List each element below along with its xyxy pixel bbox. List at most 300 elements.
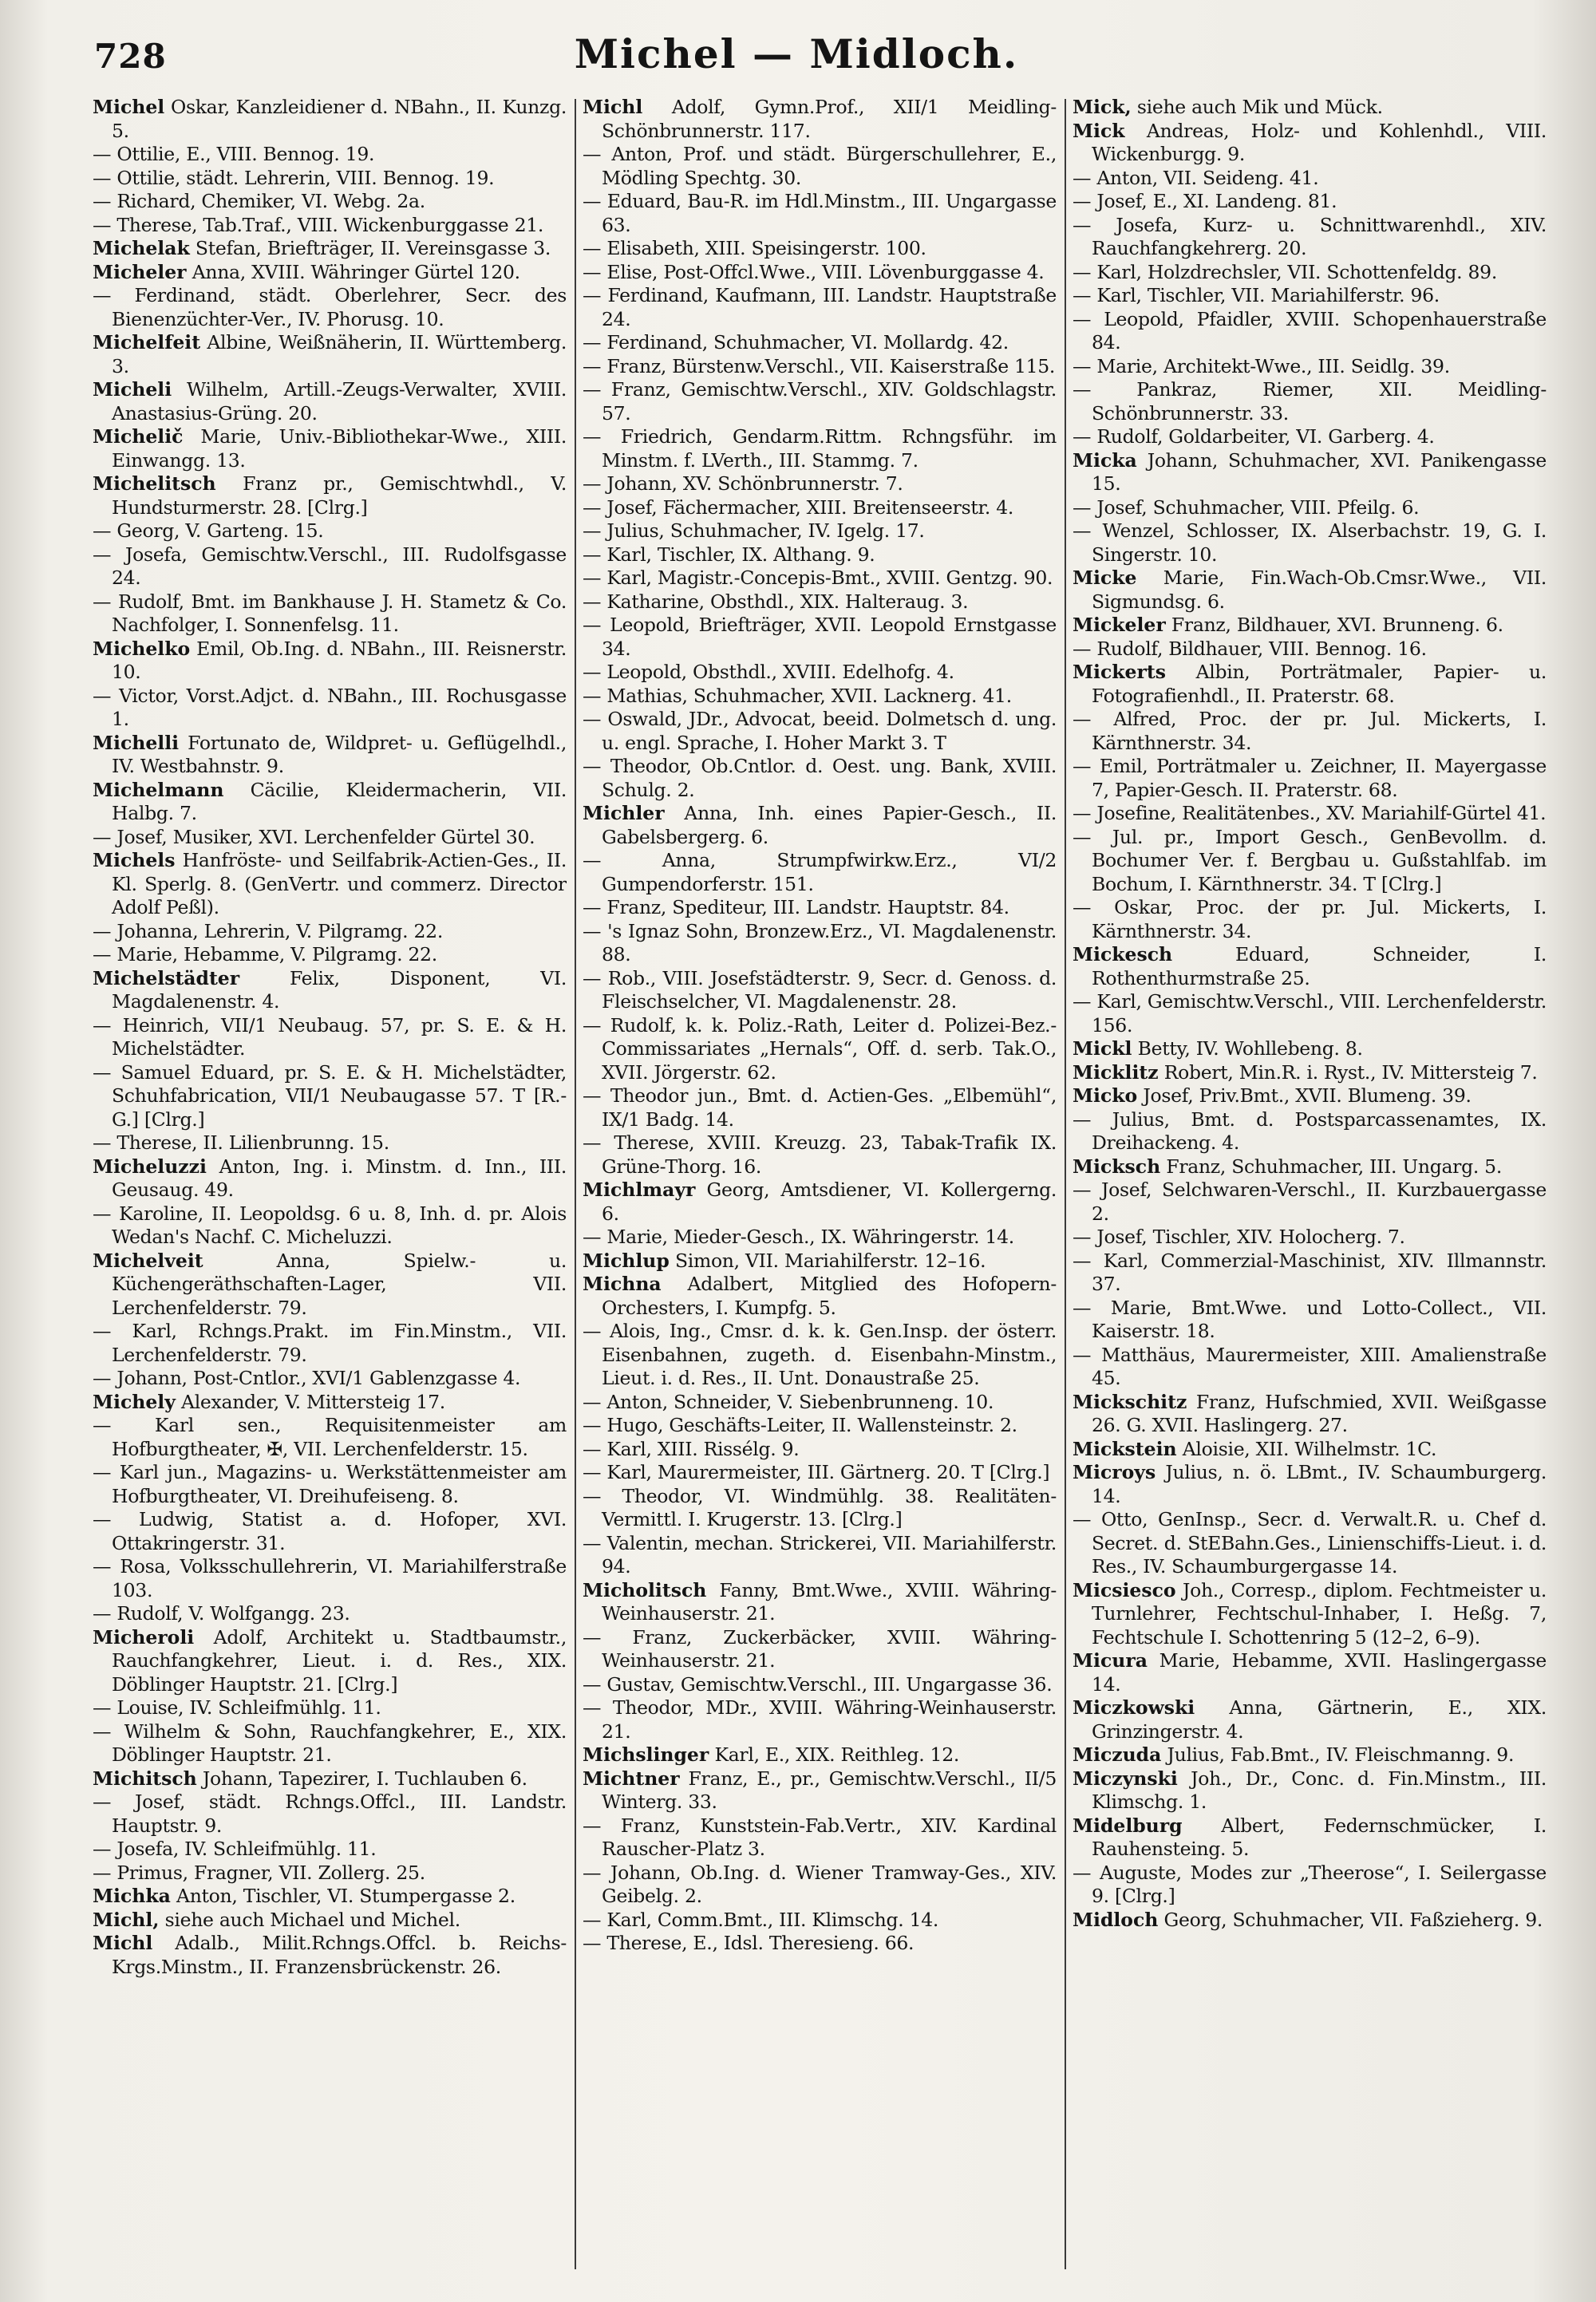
directory-entry bbox=[583, 1579, 1057, 1626]
entry-surname: Micholitsch bbox=[583, 1578, 707, 1601]
column-rule bbox=[575, 99, 576, 2269]
entry-surname: Micksch bbox=[1073, 1155, 1161, 1178]
entry-text: Anna, Spielw.- u. Küchengeräthschaften-Lager, VII. Lerchenfelderstr. 79. bbox=[112, 1249, 567, 1319]
entry-text: — Leopold, Pfaidler, XVIII. Schopenhauerstraße 84. bbox=[1073, 307, 1547, 353]
entry-text: — Ottilie, E., VIII. Bennog. 19. bbox=[93, 143, 375, 165]
entry-text: Anton, Tischler, VI. Stumpergasse 2. bbox=[170, 1885, 516, 1907]
directory-entry bbox=[583, 1696, 1057, 1743]
directory-entry bbox=[93, 96, 567, 143]
entry-text: siehe auch Mik und Mück. bbox=[1131, 96, 1383, 118]
entry-surname: Micheler bbox=[93, 260, 187, 283]
entry-surname: Microys bbox=[1073, 1461, 1156, 1483]
directory-entry bbox=[1073, 308, 1547, 355]
directory-entry bbox=[583, 1273, 1057, 1320]
directory-entry bbox=[1073, 614, 1547, 638]
entry-text: Johann, Schuhmacher, XVI. Panikengasse 15. bbox=[1092, 448, 1547, 495]
entry-text: — Eduard, Bau-R. im Hdl.Minstm., III. Ungargasse 63. bbox=[583, 190, 1057, 236]
directory-entry bbox=[583, 920, 1057, 967]
directory-entry bbox=[93, 826, 567, 850]
entry-text: — Hugo, Geschäfts-Leiter, II. Wallensteinstr. 2. bbox=[583, 1414, 1017, 1436]
entry-text: — Rudolf, V. Wolfgangg. 23. bbox=[93, 1602, 350, 1625]
directory-entry bbox=[583, 1320, 1057, 1391]
directory-entry bbox=[583, 237, 1057, 261]
directory-entry bbox=[93, 331, 567, 378]
directory-entry bbox=[93, 1250, 567, 1321]
entry-text: — Marie, Bmt.Wwe. und Lotto-Collect., VII. Kaiserstr. 18. bbox=[1073, 1296, 1547, 1342]
entry-text: — Rob., VIII. Josefstädterstr. 9, Secr. d. Genoss. d. Fleischselcher, VI. Magdalenenstr. 28. bbox=[583, 966, 1057, 1013]
entry-text: — Josef, Tischler, XIV. Holocherg. 7. bbox=[1073, 1226, 1405, 1248]
entry-text: Anna, Gärtnerin, E., XIX. Grinzingerstr. 4. bbox=[1092, 1696, 1547, 1743]
entry-surname: Michitsch bbox=[93, 1767, 197, 1790]
directory-entry bbox=[583, 1862, 1057, 1909]
entry-text: Adolf, Architekt u. Stadtbaumstr., Rauchfangkehrer, Lieut. i. d. Res., XIX. Döblinger Hauptstr. 21. [Clrg.] bbox=[112, 1625, 567, 1696]
entry-surname: Mick bbox=[1073, 119, 1125, 142]
entry-text: — Theodor, VI. Windmühlg. 38. Realitäten-Vermittl. I. Krugerstr. 13. [Clrg.] bbox=[583, 1484, 1057, 1530]
entry-text: — Rosa, Volksschullehrerin, VI. Mariahilferstraße 103. bbox=[93, 1555, 567, 1601]
directory-entry bbox=[1073, 120, 1547, 167]
entry-text: Anna, XVIII. Währinger Gürtel 120. bbox=[186, 260, 520, 283]
entry-text: Marie, Univ.-Bibliothekar-Wwe., XIII. Einwangg. 13. bbox=[112, 425, 567, 472]
entry-text: — Karl, Gemischtw.Verschl., VIII. Lerchenfelderstr. 156. bbox=[1073, 990, 1547, 1036]
directory-entry bbox=[1073, 1438, 1547, 1462]
entry-text: — Ferdinand, Kaufmann, III. Landstr. Hauptstraße 24. bbox=[583, 284, 1057, 330]
directory-entry bbox=[1073, 449, 1547, 496]
entry-text: — Johanna, Lehrerin, V. Pilgramg. 22. bbox=[93, 919, 443, 942]
entry-text: Julius, Fab.Bmt., IV. Fleischmanng. 9. bbox=[1161, 1743, 1515, 1766]
directory-entry bbox=[93, 1838, 567, 1862]
entry-text: — Julius, Schuhmacher, IV. Igelg. 17. bbox=[583, 519, 925, 542]
directory-entry bbox=[93, 1791, 567, 1838]
entry-text: — Anton, Schneider, V. Siebenbrunneng. 10. bbox=[583, 1390, 994, 1413]
directory-entry bbox=[1073, 1179, 1547, 1226]
directory-entry bbox=[1073, 1037, 1547, 1061]
directory-entry bbox=[583, 519, 1057, 543]
directory-entry bbox=[1073, 567, 1547, 614]
entry-surname: Miczynski bbox=[1073, 1767, 1178, 1790]
entry-surname: Michelko bbox=[93, 637, 191, 660]
entry-text: — Josef, städt. Rchngs.Offcl., III. Landstr. Hauptstr. 9. bbox=[93, 1791, 567, 1837]
directory-entry bbox=[1073, 943, 1547, 990]
directory-entry bbox=[93, 284, 567, 331]
directory-entry bbox=[93, 167, 567, 191]
entry-text: — Josef, E., XI. Landeng. 81. bbox=[1073, 190, 1337, 212]
entry-text: Fortunato de, Wildpret- u. Geflügelhdl., IV. Westbahnstr. 9. bbox=[112, 731, 567, 777]
directory-entry bbox=[1073, 1250, 1547, 1297]
directory-entry bbox=[1073, 284, 1547, 308]
directory-entry bbox=[1073, 1226, 1547, 1250]
entry-text: — Rudolf, Bmt. im Bankhause J. H. Stametz & Co. Nachfolger, I. Sonnenfelsg. 11. bbox=[93, 590, 567, 636]
directory-entry bbox=[1073, 1061, 1547, 1085]
entry-surname: Micklitz bbox=[1073, 1060, 1159, 1084]
directory-entry bbox=[583, 1743, 1057, 1767]
entry-surname: Micura bbox=[1073, 1649, 1148, 1672]
entry-text: Franz, Bildhauer, XVI. Brunneng. 6. bbox=[1165, 614, 1503, 636]
directory-entry bbox=[93, 261, 567, 285]
entry-text: Simon, VII. Mariahilferstr. 12–16. bbox=[669, 1249, 986, 1272]
directory-entry bbox=[93, 214, 567, 238]
entry-text: — Samuel Eduard, pr. S. E. & H. Michelstädter, Schuhfabrication, VII/1 Neubaugasse 57. T [R.-G.] [Clrg.] bbox=[93, 1060, 567, 1131]
directory-entry bbox=[583, 1814, 1057, 1862]
directory-entry bbox=[583, 1179, 1057, 1226]
directory-entry bbox=[583, 190, 1057, 237]
entry-surname: Michlup bbox=[583, 1249, 670, 1272]
directory-entry bbox=[93, 1626, 567, 1697]
entry-text: Julius, n. ö. LBmt., IV. Schaumburgerg. 14. bbox=[1092, 1461, 1547, 1507]
entry-text: Georg, Schuhmacher, VII. Faßzieherg. 9. bbox=[1158, 1908, 1543, 1931]
directory-entry bbox=[93, 237, 567, 261]
entry-text: — Gustav, Gemischtw.Verschl., III. Ungargasse 36. bbox=[583, 1672, 1053, 1696]
entry-surname: Michelič bbox=[93, 425, 184, 448]
directory-entry bbox=[583, 1131, 1057, 1179]
directory-entry bbox=[93, 1508, 567, 1555]
entry-text: Johann, Tapezirer, I. Tuchlauben 6. bbox=[196, 1767, 527, 1790]
directory-entry bbox=[583, 543, 1057, 567]
entry-surname: Micheluzzi bbox=[93, 1155, 207, 1178]
entry-text: — Karl jun., Magazins- u. Werkstättenmeister am Hofburgtheater, VI. Dreihufeiseng. 8. bbox=[93, 1461, 567, 1507]
entry-text: — Heinrich, VII/1 Neubaug. 57, pr. S. E. & H. Michelstädter. bbox=[93, 1013, 567, 1060]
entry-text: — Johann, Post-Cntlor., XVI/1 Gablenzgasse 4. bbox=[93, 1367, 521, 1389]
entry-text: — Friedrich, Gendarm.Rittm. Rchngsführ. im Minstm. f. LVerth., III. Stammg. 7. bbox=[583, 425, 1057, 472]
entry-text: — Josefa, Gemischtw.Verschl., III. Rudolfsgasse 24. bbox=[93, 543, 567, 589]
entry-text: — Josefa, IV. Schleifmühlg. 11. bbox=[93, 1838, 377, 1860]
entry-surname: Mickschitz bbox=[1073, 1390, 1187, 1413]
entry-text: — Rudolf, k. k. Poliz.-Rath, Leiter d. Polizei-Bez.-Commissariates „Hernals“, Off. d. serb. Tak.O., XVII. Jörgerstr. 62. bbox=[583, 1013, 1057, 1084]
entry-text: — Franz, Zuckerbäcker, XVIII. Währing-Weinhauserstr. 21. bbox=[583, 1625, 1057, 1672]
directory-entry bbox=[1073, 802, 1547, 826]
directory-entry bbox=[583, 1767, 1057, 1814]
directory-entry bbox=[93, 1885, 567, 1909]
directory-entry bbox=[1073, 1391, 1547, 1438]
directory-entry bbox=[93, 638, 567, 685]
entry-text: Adalb., Milit.Rchngs.Offcl. b. Reichs-Krgs.Minstm., II. Franzensbrückenstr. 26. bbox=[112, 1932, 567, 1978]
directory-entry bbox=[583, 331, 1057, 355]
directory-entry bbox=[583, 1014, 1057, 1085]
entry-text: Franz, Schuhmacher, III. Ungarg. 5. bbox=[1160, 1155, 1503, 1178]
directory-entry bbox=[1073, 661, 1547, 708]
entry-text: Karl, E., XIX. Reithleg. 12. bbox=[709, 1743, 960, 1766]
entry-surname: Michna bbox=[583, 1273, 662, 1295]
entry-text: — Karl, Tischler, VII. Mariahilferstr. 96. bbox=[1073, 284, 1440, 306]
entry-text: — Josefa, Kurz- u. Schnittwarenhdl., XIV. Rauchfangkehrerg. 20. bbox=[1073, 213, 1547, 259]
directory-entry bbox=[1073, 1862, 1547, 1909]
entry-text: — Karoline, II. Leopoldsg. 6 u. 8, Inh. d. pr. Alois Wedan's Nachf. C. Micheluzzi. bbox=[93, 1202, 567, 1248]
entry-text: — Louise, IV. Schleifmühlg. 11. bbox=[93, 1696, 381, 1719]
directory-entry bbox=[1073, 519, 1547, 567]
entry-surname: Mick, bbox=[1073, 96, 1132, 118]
column-1 bbox=[93, 96, 567, 2282]
directory-entry bbox=[583, 143, 1057, 190]
entry-text: Albert, Federnschmücker, I. Rauhensteing. 5. bbox=[1092, 1814, 1547, 1860]
directory-entry bbox=[93, 779, 567, 826]
directory-entry bbox=[93, 1131, 567, 1155]
entry-text: — Josef, Musiker, XVI. Lerchenfelder Gürtel 30. bbox=[93, 825, 535, 848]
entry-text: Franz, E., pr., Gemischtw.Verschl., II/5 Winterg. 33. bbox=[602, 1767, 1057, 1813]
entry-text: Robert, Min.R. i. Ryst., IV. Mittersteig 7. bbox=[1158, 1060, 1538, 1084]
entry-surname: Michtner bbox=[583, 1767, 680, 1790]
entry-text: — Josef, Schuhmacher, VIII. Pfeilg. 6. bbox=[1073, 496, 1420, 519]
directory-entry bbox=[583, 96, 1057, 143]
entry-text: siehe auch Michael und Michel. bbox=[159, 1908, 460, 1931]
entry-text: — Franz, Bürstenw.Verschl., VII. Kaiserstraße 115. bbox=[583, 354, 1056, 377]
directory-entry bbox=[1073, 1297, 1547, 1344]
directory-entry bbox=[583, 472, 1057, 496]
entry-text: — Rudolf, Goldarbeiter, VI. Garberg. 4. bbox=[1073, 425, 1435, 448]
directory-entry bbox=[1073, 1508, 1547, 1579]
directory-entry bbox=[583, 284, 1057, 331]
entry-text: — Rudolf, Bildhauer, VIII. Bennog. 16. bbox=[1073, 637, 1427, 660]
entry-text: Marie, Hebamme, XVII. Haslingergasse 14. bbox=[1092, 1649, 1547, 1696]
directory-entry bbox=[583, 590, 1057, 614]
directory-entry bbox=[93, 543, 567, 590]
entry-text: Betty, IV. Wohllebeng. 8. bbox=[1132, 1037, 1363, 1060]
directory-entry bbox=[1073, 261, 1547, 285]
entry-text: — Oskar, Proc. der pr. Jul. Mickerts, I. Kärnthnerstr. 34. bbox=[1073, 896, 1547, 942]
entry-text: — Josef, Fächermacher, XIII. Breitenseerstr. 4. bbox=[583, 496, 1014, 519]
directory-entry bbox=[583, 1932, 1057, 1956]
entry-text: — Pankraz, Riemer, XII. Meidling-Schönbrunnerstr. 33. bbox=[1073, 378, 1547, 424]
entry-surname: Michslinger bbox=[583, 1743, 709, 1766]
entry-text: — Franz, Spediteur, III. Landstr. Hauptstr. 84. bbox=[583, 896, 1009, 918]
entry-surname: Mickl bbox=[1073, 1037, 1132, 1060]
entry-text: Anna, Inh. eines Papier-Gesch., II. Gabelsbergerg. 6. bbox=[602, 802, 1057, 848]
entry-text: — Josef, Selchwaren-Verschl., II. Kurzbauergasse 2. bbox=[1073, 1179, 1547, 1225]
directory-entry bbox=[583, 496, 1057, 520]
entry-text: — Therese, Tab.Traf., VIII. Wickenburggasse 21. bbox=[93, 213, 544, 236]
entry-text: — Leopold, Briefträger, XVII. Leopold Ernstgasse 34. bbox=[583, 614, 1057, 660]
directory-entry bbox=[583, 567, 1057, 590]
entry-text: Stefan, Briefträger, II. Vereinsgasse 3. bbox=[189, 237, 551, 259]
directory-entry bbox=[1073, 990, 1547, 1037]
directory-entry bbox=[583, 1414, 1057, 1438]
page-header bbox=[94, 30, 1499, 86]
entry-surname: Micko bbox=[1073, 1084, 1138, 1107]
directory-entry bbox=[93, 1461, 567, 1508]
directory-entry bbox=[583, 355, 1057, 379]
entry-text: Oskar, Kanzleidiener d. NBahn., II. Kunzg. 5. bbox=[112, 96, 567, 142]
directory-entry bbox=[93, 190, 567, 214]
entry-surname: Michelmann bbox=[93, 778, 224, 801]
entry-text: — Anna, Strumpfwirkw.Erz., VI/2 Gumpendorferstr. 151. bbox=[583, 849, 1057, 895]
entry-text: — Karl, Holzdrechsler, VII. Schottenfeldg. 89. bbox=[1073, 260, 1497, 283]
directory-entry bbox=[93, 378, 567, 425]
directory-entry bbox=[583, 614, 1057, 661]
entry-text: — Marie, Architekt-Wwe., III. Seidlg. 39. bbox=[1073, 354, 1450, 377]
directory-entry bbox=[1073, 1155, 1547, 1179]
directory-entry bbox=[1073, 1814, 1547, 1862]
directory-entry bbox=[93, 1414, 567, 1461]
entry-text: — Ottilie, städt. Lehrerin, VIII. Bennog. 19. bbox=[93, 166, 495, 189]
directory-entry bbox=[1073, 1084, 1547, 1108]
entry-text: — Ludwig, Statist a. d. Hofoper, XVI. Ottakringerstr. 31. bbox=[93, 1508, 567, 1554]
entry-text: — Ferdinand, städt. Oberlehrer, Secr. des Bienenzüchter-Ver., IV. Phorusg. 10. bbox=[93, 284, 567, 330]
directory-entry bbox=[93, 1696, 567, 1720]
entry-text: Fanny, Bmt.Wwe., XVIII. Währing-Weinhauserstr. 21. bbox=[602, 1578, 1057, 1625]
entry-surname: Michl bbox=[583, 96, 643, 118]
entry-text: — Karl, Maurermeister, III. Gärtnerg. 20. T [Clrg.] bbox=[583, 1461, 1050, 1483]
entry-text: — Katharine, Obsthdl., XIX. Halteraug. 3. bbox=[583, 590, 969, 613]
directory-entry bbox=[1073, 1696, 1547, 1743]
directory-entry bbox=[1073, 378, 1547, 425]
entry-text: Josef, Priv.Bmt., XVII. Blumeng. 39. bbox=[1137, 1084, 1472, 1107]
directory-entry bbox=[93, 1061, 567, 1132]
directory-entry bbox=[583, 1461, 1057, 1485]
entry-surname: Michelak bbox=[93, 237, 190, 259]
entry-text: — Otto, GenInsp., Secr. d. Verwalt.R. u. Chef d. Secret. d. StEBahn.Ges., Linienschiffs-Lieut. i. d. Res., IV. Schaumburgergasse 14. bbox=[1073, 1508, 1547, 1577]
entry-surname: Michelfeit bbox=[93, 331, 201, 353]
directory-entry bbox=[1073, 826, 1547, 897]
entry-text: — Josefine, Realitätenbes., XV. Mariahilf-Gürtel 41. bbox=[1073, 802, 1547, 824]
entry-text: Albine, Weißnäherin, II. Württemberg. 3. bbox=[112, 331, 567, 377]
directory-entry bbox=[93, 967, 567, 1014]
entry-surname: Michel bbox=[93, 96, 165, 118]
directory-entry bbox=[583, 1226, 1057, 1250]
entry-surname: Michelitsch bbox=[93, 472, 216, 495]
entry-text: Aloisie, XII. Wilhelmstr. 1C. bbox=[1176, 1437, 1437, 1460]
directory-entry bbox=[1073, 1743, 1547, 1767]
directory-entry bbox=[583, 378, 1057, 425]
entry-surname: Miczkowski bbox=[1073, 1696, 1195, 1719]
entry-text: — Theodor, Ob.Cntlor. d. Oest. ung. Bank, XVIII. Schulg. 2. bbox=[583, 755, 1057, 801]
entry-text: — Elisabeth, XIII. Speisingerstr. 100. bbox=[583, 237, 926, 259]
entry-text: — Marie, Mieder-Gesch., IX. Währingerstr. 14. bbox=[583, 1226, 1014, 1248]
entry-surname: Michelveit bbox=[93, 1249, 203, 1272]
directory-entry bbox=[583, 261, 1057, 285]
directory-entry bbox=[583, 1485, 1057, 1532]
entry-surname: Michlmayr bbox=[583, 1179, 696, 1201]
directory-entry bbox=[93, 1720, 567, 1767]
directory-entry bbox=[1073, 190, 1547, 214]
entry-text: Joh., Corresp., diplom. Fechtmeister u. Turnlehrer, Fechtschul-Inhaber, I. Heßg. 7, Fechtschule I. Schottenring 5 (12–2, 6–9). bbox=[1092, 1578, 1547, 1649]
entry-text: — Georg, V. Garteng. 15. bbox=[93, 519, 324, 542]
directory-entry bbox=[583, 1626, 1057, 1673]
entry-surname: Micheli bbox=[93, 378, 172, 401]
directory-entry bbox=[1073, 1344, 1547, 1391]
entry-text: Adolf, Gymn.Prof., XII/1 Meidling-Schönbrunnerstr. 117. bbox=[602, 96, 1057, 142]
entry-surname: Mickerts bbox=[1073, 661, 1166, 683]
directory-entry bbox=[93, 143, 567, 167]
directory-entry bbox=[93, 1014, 567, 1061]
entry-surname: Michl, bbox=[93, 1908, 160, 1931]
directory-entry bbox=[93, 1367, 567, 1391]
entry-text: — Franz, Kunststein-Fab.Vertr., XIV. Kardinal Rauscher-Platz 3. bbox=[583, 1814, 1057, 1860]
entry-surname: Mickeler bbox=[1073, 614, 1166, 636]
entry-text: — Julius, Bmt. d. Postsparcassenamtes, IX. Dreihackeng. 4. bbox=[1073, 1108, 1547, 1154]
directory-entry bbox=[583, 1391, 1057, 1415]
running-head: Michel — Midloch. bbox=[574, 30, 1019, 77]
entry-text: Andreas, Holz- und Kohlenhdl., VIII. Wickenburgg. 9. bbox=[1092, 119, 1547, 165]
entry-surname: Midloch bbox=[1073, 1908, 1159, 1931]
entry-surname: Michely bbox=[93, 1390, 176, 1413]
entry-surname: Micsiesco bbox=[1073, 1578, 1176, 1601]
entry-surname: Miczuda bbox=[1073, 1743, 1162, 1766]
entry-text: — Anton, VII. Seideng. 41. bbox=[1073, 166, 1319, 189]
entry-text: Franz, Hufschmied, XVII. Weißgasse 26. G. XVII. Haslingerg. 27. bbox=[1092, 1390, 1547, 1436]
entry-surname: Michl bbox=[93, 1932, 153, 1954]
entry-text: — Primus, Fragner, VII. Zollerg. 25. bbox=[93, 1861, 425, 1884]
column-3 bbox=[1073, 96, 1547, 2282]
entry-text: — Johann, XV. Schönbrunnerstr. 7. bbox=[583, 472, 903, 495]
directory-entry bbox=[583, 1673, 1057, 1697]
directory-entry bbox=[93, 1320, 567, 1367]
directory-entry bbox=[93, 685, 567, 732]
directory-entry bbox=[93, 1602, 567, 1626]
entry-text: Emil, Ob.Ing. d. NBahn., III. Reisnerstr. 10. bbox=[112, 637, 567, 683]
directory-entry bbox=[93, 425, 567, 472]
entry-text: — Karl, Magistr.-Concepis-Bmt., XVIII. Gentzg. 90. bbox=[583, 567, 1053, 589]
directory-entry bbox=[1073, 425, 1547, 449]
entry-text: — Wenzel, Schlosser, IX. Alserbachstr. 19, G. I. Singerstr. 10. bbox=[1073, 519, 1547, 566]
entry-surname: Michka bbox=[93, 1885, 171, 1907]
directory-entry bbox=[583, 802, 1057, 849]
directory-entry bbox=[583, 1909, 1057, 1933]
entry-text: — Elise, Post-Offcl.Wwe., VIII. Lövenburggasse 4. bbox=[583, 260, 1045, 283]
column-rule bbox=[1065, 99, 1066, 2269]
directory-columns bbox=[93, 96, 1547, 2282]
directory-entry bbox=[93, 472, 567, 519]
directory-entry bbox=[93, 590, 567, 638]
directory-entry bbox=[583, 1438, 1057, 1462]
directory-entry bbox=[1073, 708, 1547, 755]
entry-text: — Therese, II. Lilienbrunng. 15. bbox=[93, 1131, 389, 1154]
entry-surname: Mickesch bbox=[1073, 943, 1173, 965]
entry-text: Albin, Porträtmaler, Papier- u. Fotografienhdl., II. Praterstr. 68. bbox=[1092, 661, 1547, 707]
entry-text: — Victor, Vorst.Adjct. d. NBahn., III. Rochusgasse 1. bbox=[93, 684, 567, 730]
directory-entry bbox=[1073, 1649, 1547, 1696]
entry-text: Joh., Dr., Conc. d. Fin.Minstm., III. Klimschg. 1. bbox=[1092, 1767, 1547, 1813]
directory-entry bbox=[1073, 167, 1547, 191]
entry-text: — Richard, Chemiker, VI. Webg. 2a. bbox=[93, 190, 425, 212]
directory-entry bbox=[1073, 1579, 1547, 1650]
column-2 bbox=[583, 96, 1057, 2282]
entry-text: — Alois, Ing., Cmsr. d. k. k. Gen.Insp. der österr. Eisenbahnen, zugeth. d. Eisenbahn-Minstm., Lieut. i. d. Res., II. Unt. Donaustraße 25. bbox=[583, 1320, 1057, 1389]
entry-text: — Karl sen., Requisitenmeister am Hofburgtheater, ✠, VII. Lerchenfelderstr. 15. bbox=[93, 1414, 567, 1460]
entry-text: Alexander, V. Mittersteig 17. bbox=[175, 1390, 445, 1413]
entry-text: — Marie, Hebamme, V. Pilgramg. 22. bbox=[93, 943, 437, 965]
entry-text: Anton, Ing. i. Minstm. d. Inn., III. Geusaug. 49. bbox=[112, 1155, 567, 1201]
entry-text: — Johann, Ob.Ing. d. Wiener Tramway-Ges., XIV. Geibelg. 2. bbox=[583, 1861, 1057, 1907]
entry-surname: Micke bbox=[1073, 567, 1137, 589]
entry-text: — Alfred, Proc. der pr. Jul. Mickerts, I. Kärnthnerstr. 34. bbox=[1073, 708, 1547, 754]
directory-entry bbox=[583, 1250, 1057, 1273]
directory-entry bbox=[1073, 638, 1547, 661]
directory-entry bbox=[93, 920, 567, 944]
directory-entry bbox=[93, 1932, 567, 1979]
directory-entry bbox=[93, 849, 567, 920]
entry-text: — 's Ignaz Sohn, Bronzew.Erz., VI. Magdalenenstr. 88. bbox=[583, 919, 1057, 965]
entry-text: — Valentin, mechan. Strickerei, VII. Mariahilferstr. 94. bbox=[583, 1531, 1057, 1577]
directory-entry bbox=[93, 519, 567, 543]
directory-entry bbox=[1073, 214, 1547, 261]
entry-text: — Ferdinand, Schuhmacher, VI. Mollardg. 42. bbox=[583, 331, 1009, 353]
directory-entry bbox=[1073, 896, 1547, 943]
entry-surname: Micka bbox=[1073, 448, 1137, 472]
entry-text: — Karl, Commerzial-Maschinist, XIV. Illmannstr. 37. bbox=[1073, 1249, 1547, 1295]
entry-surname: Michelstädter bbox=[93, 966, 240, 989]
entry-surname: Michler bbox=[583, 802, 665, 824]
directory-entry bbox=[583, 849, 1057, 896]
directory-entry bbox=[583, 708, 1057, 755]
directory-entry bbox=[1073, 1461, 1547, 1508]
directory-entry bbox=[93, 1391, 567, 1415]
entry-text: — Emil, Porträtmaler u. Zeichner, II. Mayergasse 7, Papier-Gesch. II. Praterstr. 68. bbox=[1073, 755, 1547, 801]
entry-text: Franz pr., Gemischtwhdl., V. Hundsturmerstr. 28. [Clrg.] bbox=[112, 472, 567, 519]
entry-text: — Karl, Comm.Bmt., III. Klimschg. 14. bbox=[583, 1908, 939, 1931]
directory-entry bbox=[93, 1767, 567, 1791]
entry-text: Georg, Amtsdiener, VI. Kollergerng. 6. bbox=[602, 1179, 1057, 1225]
entry-text: Felix, Disponent, VI. Magdalenenstr. 4. bbox=[112, 966, 567, 1013]
entry-surname: Mickstein bbox=[1073, 1437, 1177, 1460]
directory-entry bbox=[1073, 1108, 1547, 1155]
